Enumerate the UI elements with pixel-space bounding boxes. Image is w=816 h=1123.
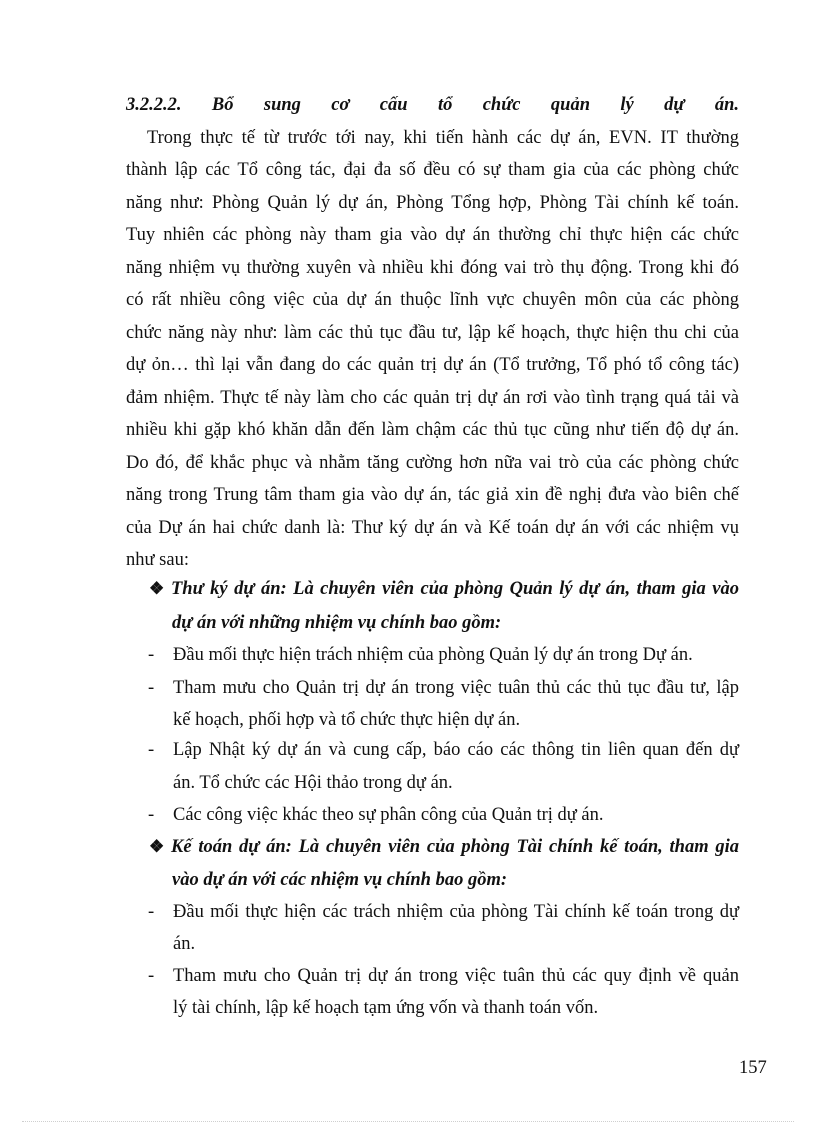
section2-title (149, 835, 739, 859)
paragraph-line: có rất nhiều công việc của dự án thuộc lĩnh vực chuyên môn của các phòng (126, 290, 739, 310)
list-item: Các công việc khác theo sự phân công của Quản trị dự án. (173, 805, 604, 825)
dash-marker: - (148, 645, 155, 665)
paragraph-line: năng như: Phòng Quản lý dự án, Phòng Tổng hợp, Phòng Tài chính kế toán. (126, 193, 739, 213)
paragraph-line: năng nhiệm vụ thường xuyên và nhiều khi đóng vai trò thụ động. Trong khi đó (126, 258, 739, 278)
dash-marker: - (148, 678, 155, 698)
paragraph-line: thành lập các Tổ công tác, đại đa số đều có sự tham gia của các phòng chức (126, 160, 739, 180)
dash-marker: - (148, 740, 155, 760)
paragraph-line: nhiều khi gặp khó khăn dẫn đến làm chậm các thủ tục cũng như tiến độ dự án. (126, 420, 739, 440)
paragraph-line: dự ỏn… thì lại vẫn đang do các quản trị dự án (Tổ trưởng, Tổ phó tổ công tác) (126, 355, 739, 375)
list-item: Tham mưu cho Quản trị dự án trong việc tuân thủ các quy định về quản (173, 966, 739, 986)
list-item: Lập Nhật ký dự án và cung cấp, báo cáo các thông tin liên quan đến dự (173, 740, 739, 760)
diamond-bullet-icon: ❖ (149, 579, 165, 598)
paragraph-line: như sau: (126, 550, 189, 570)
list-item-cont: kế hoạch, phối hợp và tổ chức thực hiện dự án. (173, 710, 521, 730)
section-heading: 3.2.2.2. Bổ sung cơ cấu tổ chức quản lý dự án. (126, 95, 739, 115)
paragraph-line: đảm nhiệm. Thực tế này làm cho các quản trị dự án rơi vào tình trạng quá tải và (126, 388, 739, 408)
list-item: Đầu mối thực hiện trách nhiệm của phòng Quản lý dự án trong Dự án. (173, 645, 693, 665)
diamond-bullet-icon: ❖ (149, 837, 165, 856)
section2-title-cont: vào dự án với các nhiệm vụ chính bao gồm: (172, 870, 507, 890)
section2-title-text: Kế toán dự án: Là chuyên viên của phòng Tài chính kế toán, tham gia (171, 837, 739, 857)
paragraph-line: năng trong Trung tâm tham gia vào dự án, tác giả xin đề nghị đưa vào biên chế (126, 485, 739, 505)
section1-title (149, 577, 739, 601)
page-bottom-divider (22, 1121, 794, 1122)
list-item: Tham mưu cho Quản trị dự án trong việc tuân thủ các thủ tục đầu tư, lập (173, 678, 739, 698)
section1-title-cont: dự án với những nhiệm vụ chính bao gồm: (172, 613, 502, 633)
dash-marker: - (148, 805, 155, 825)
paragraph-line: Do đó, để khắc phục và nhằm tăng cường hơn nữa vai trò của các phòng chức (126, 453, 739, 473)
list-item-cont: án. Tổ chức các Hội thảo trong dự án. (173, 773, 453, 793)
dash-marker: - (148, 966, 155, 986)
section1-title-text: Thư ký dự án: Là chuyên viên của phòng Quản lý dự án, tham gia vào (171, 579, 739, 599)
paragraph-line: Tuy nhiên các phòng này tham gia vào dự án thường chỉ thực hiện các chức (126, 225, 739, 245)
paragraph-line: chức năng này như: làm các thủ tục đầu tư, lập kế hoạch, thực hiện thu chi của (126, 323, 739, 343)
paragraph-line: của Dự án hai chức danh là: Thư ký dự án và Kế toán dự án với các nhiệm vụ (126, 518, 739, 538)
list-item-cont: lý tài chính, lập kế hoạch tạm ứng vốn và thanh toán vốn. (173, 998, 599, 1018)
dash-marker: - (148, 902, 155, 922)
page-number: 157 (739, 1058, 767, 1078)
list-item-cont: án. (173, 934, 196, 954)
paragraph-line: Trong thực tế từ trước tới nay, khi tiến hành các dự án, EVN. IT thường (147, 128, 739, 148)
list-item: Đầu mối thực hiện các trách nhiệm của phòng Tài chính kế toán trong dự (173, 902, 739, 922)
